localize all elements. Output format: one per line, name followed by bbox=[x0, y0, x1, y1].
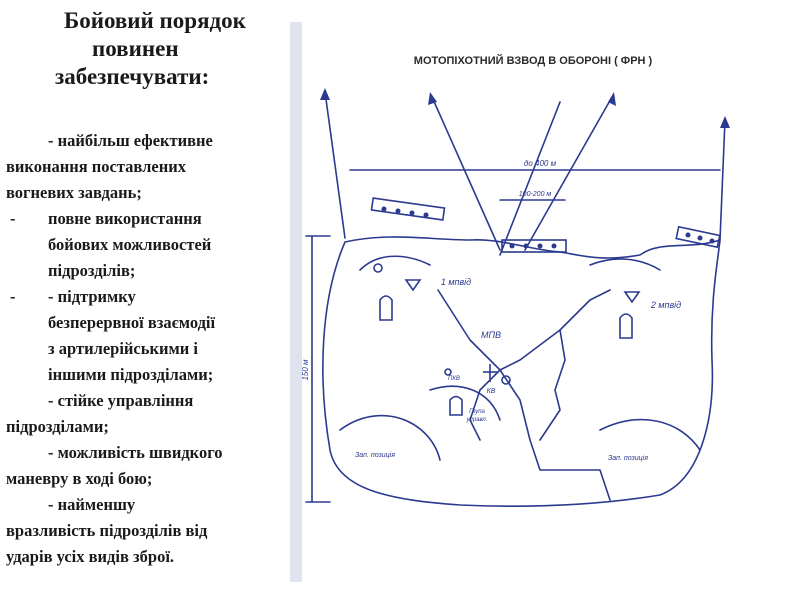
platoon-defense-diagram bbox=[290, 0, 800, 600]
squad-leader-symbol bbox=[625, 292, 639, 302]
dash-marker: - bbox=[10, 287, 16, 306]
depth-label: 150 м bbox=[301, 359, 310, 381]
text-line: з артилерійськими і bbox=[48, 339, 198, 358]
diagram-title: МОТОПІХОТНИЙ ВЗВОД В ОБОРОНІ ( ФРН ) bbox=[413, 55, 653, 67]
text-line: повне використання bbox=[48, 209, 202, 228]
text-line: маневру в ході бою; bbox=[6, 469, 153, 488]
dash-marker: - bbox=[10, 209, 16, 228]
sector-line bbox=[525, 97, 612, 250]
squad-1-label: 1 мпвід bbox=[440, 277, 472, 287]
arrowhead bbox=[320, 88, 330, 100]
trench-line bbox=[540, 330, 565, 440]
text-line: - стійке управління bbox=[48, 391, 194, 410]
title-line-2: повинен bbox=[92, 36, 179, 61]
sector-line bbox=[720, 120, 725, 240]
control-group-label: управл. bbox=[466, 417, 488, 423]
reserve-position-label: Зап. позиція bbox=[355, 452, 395, 459]
text-line: іншими підрозділами; bbox=[48, 365, 214, 384]
position-arc bbox=[600, 420, 700, 450]
weapon-dot bbox=[686, 233, 691, 238]
text-line: бойових можливостей bbox=[48, 235, 212, 254]
text-line: - найбільш ефективне bbox=[48, 131, 213, 150]
squad-leader-symbol bbox=[406, 280, 420, 290]
arrowhead bbox=[608, 92, 616, 106]
weapon-dot bbox=[410, 211, 415, 216]
text-line: вразливість підрозділів від bbox=[6, 521, 208, 540]
squad-2-label: 2 мпвід bbox=[650, 300, 682, 310]
text-line: ударів усіх видів зброї. bbox=[6, 547, 175, 566]
arrowhead bbox=[428, 92, 437, 105]
pkv-label: ПКВ bbox=[448, 376, 460, 382]
weapon-dot bbox=[552, 244, 557, 249]
shelter-symbol bbox=[450, 397, 462, 416]
text-line: - найменшу bbox=[48, 495, 136, 514]
reserve-position-label: Зап. позиція bbox=[608, 455, 648, 462]
weapon-dot bbox=[424, 213, 429, 218]
sector-line bbox=[432, 97, 500, 250]
position-arc bbox=[590, 259, 660, 270]
text-line: виконання поставлених bbox=[6, 157, 186, 176]
weapon-dot bbox=[698, 236, 703, 241]
text-line: підрозділів; bbox=[48, 261, 136, 280]
weapon-dot bbox=[524, 244, 529, 249]
sector-line bbox=[500, 102, 560, 255]
kv-label: КВ bbox=[486, 388, 496, 395]
control-group-label: Група bbox=[469, 409, 485, 415]
weapon-dot bbox=[382, 207, 387, 212]
mpv-label: МПВ bbox=[480, 330, 502, 340]
trench-line bbox=[438, 290, 610, 370]
text-line: підрозділами; bbox=[6, 417, 109, 436]
post-symbol bbox=[445, 369, 451, 375]
arrowhead bbox=[720, 116, 730, 128]
text-line: - підтримку bbox=[48, 287, 136, 306]
sector-line bbox=[325, 92, 345, 238]
text-line: вогневих завдань; bbox=[6, 183, 142, 202]
defense-perimeter bbox=[323, 237, 720, 506]
text-line: безперервної взаємодії bbox=[48, 313, 216, 332]
shelter-symbol bbox=[380, 296, 392, 320]
distance-label: до 400 м bbox=[523, 159, 557, 168]
title-line-1: Бойовий порядок bbox=[64, 8, 246, 33]
distance-label: 100-200 м bbox=[518, 191, 552, 198]
title-line-3: забезпечувати: bbox=[55, 64, 210, 89]
post-symbol bbox=[374, 264, 382, 272]
trench-line bbox=[470, 370, 500, 440]
weapon-dot bbox=[538, 244, 543, 249]
weapon-dot bbox=[710, 239, 715, 244]
text-line: - можливість швидкого bbox=[48, 443, 223, 462]
weapon-dot bbox=[396, 209, 401, 214]
position-arc bbox=[360, 256, 430, 270]
shelter-symbol bbox=[620, 314, 632, 338]
weapon-dot bbox=[510, 244, 515, 249]
